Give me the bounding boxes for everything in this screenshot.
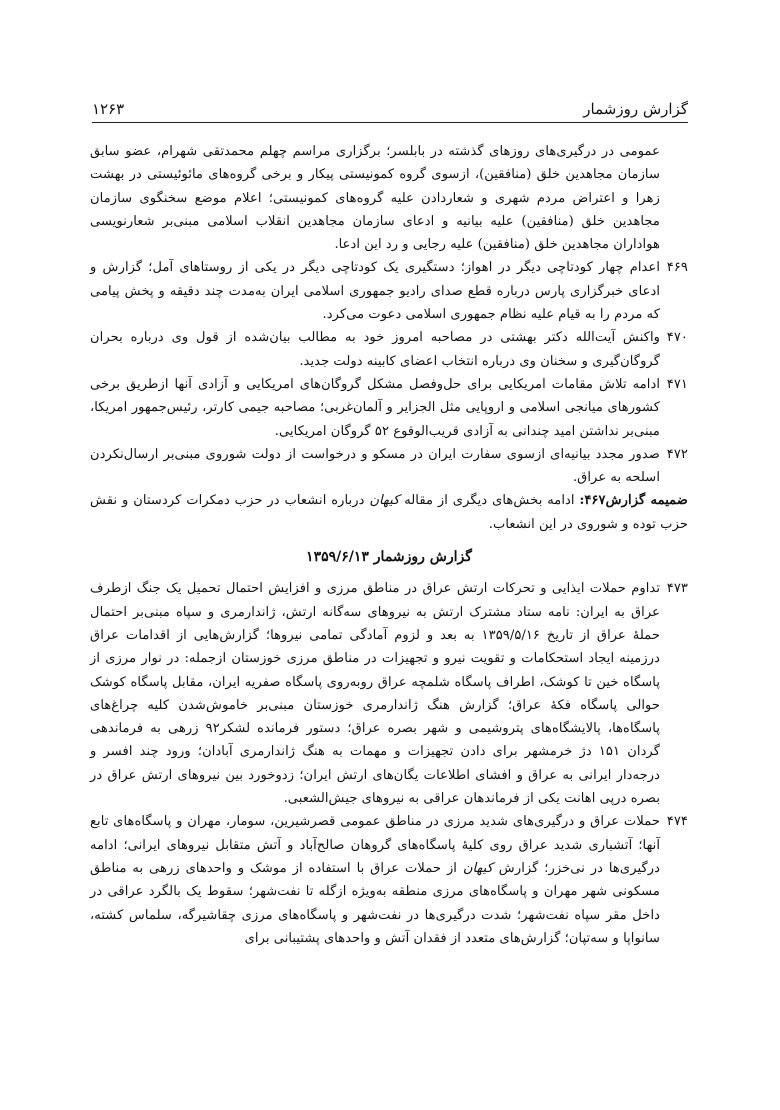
entry-text: اعدام چهار کودتاچی دیگر در اهواز؛ دستگیری یک کودتاچی دیگر در یکی از روستاهای آمل؛ گزارش و ادعای خبرگزاری پارس درباره قطع صدای رادیو جمهوری اسلامی ایران به‌مدت چند دقیقه و پخش پیامی که مردم را به قیام علیه نظام جمهوری اسلامی دعوت می‌کرد. bbox=[90, 260, 660, 323]
appendix-paragraph bbox=[90, 489, 688, 536]
appendix-kayhan: کیهان bbox=[369, 493, 400, 509]
entry-text: ادامه تلاش مقامات امریکایی برای حل‌وفصل مشکل گروگان‌های امریکایی و آزادی آنها ازطریق برخی کشورهای میانجی اسلامی و اروپایی مثل الجزایر و آلمان‌غربی؛ مصاحبه جیمی کارتر، رئیس‌جمهور امریکا، مبنی‌بر نداشتن امید چندانی به آزادی قریب‌الوقوع ۵۲ گروگان امریکایی. bbox=[90, 376, 660, 439]
entry-472 bbox=[90, 443, 688, 490]
appendix-text-before: ادامه بخش‌های دیگری از مقاله bbox=[399, 493, 580, 509]
entry-number: ۴۷۰ bbox=[666, 330, 688, 346]
entry-text-after: از حملات عراق با استفاده از موشک و واحدهای زرهی به مناطق مسکونی شهر مهران و پاسگاه‌های مرزی منطقه به‌ویژه ازگله تا نفت‌شهر؛ سقوط یک بالگرد عراقی در داخل مقر سپاه نفت‌شهر؛ شدت درگیری‌ها در نفت‌شهر و پاسگاه‌های مرزی چقاشیرگه، سلماس کشته، سانواپا و سه‌تپان؛ گزارش‌های متعدد از فقدان آتش و واحدهای پشتیبانی برای bbox=[90, 860, 660, 946]
page-content bbox=[90, 140, 688, 950]
running-title: گزارش روزشمار bbox=[583, 100, 688, 118]
intro-paragraph: عمومی در درگیری‌های روزهای گذشته در بابلسر؛ برگزاری مراسم چهلم محمدتقی شهرام، عضو سابق سازمان مجاهدین خلق (منافقین)، ازسوی گروه کمونیستی پیکار و برخی گروه‌های مائوئیستی در بهشت زهرا و اعتراض مردم شهری و شعاردادن علیه گروه‌های کمونیستی؛ اعلام موضع سخنگوی سازمان مجاهدین خلق (منافقین) علیه بیانیه و ادعای سازمان مجاهدین انقلاب اسلامی مبنی‌بر شعارنویسی هواداران مجاهدین خلق (منافقین) علیه رجایی و رد این ادعا. bbox=[90, 144, 660, 253]
page-number: ۱۲۶۳ bbox=[92, 100, 125, 118]
entry-470 bbox=[90, 326, 688, 373]
page-header bbox=[92, 92, 688, 123]
entry-number: ۴۷۱ bbox=[666, 376, 688, 392]
entry-text bbox=[90, 810, 660, 950]
entry-kayhan: کیهان bbox=[462, 860, 493, 876]
entry-text: تداوم حملات ایذایی و تحرکات ارتش عراق در مناطق مرزی و افزایش احتمال تحمیل یک جنگ ازطرف عراق به ایران: نامه ستاد مشترک ارتش به نیروهای سه‌گانه ارتش، ژاندارمری و سپاه مبنی‌بر احتمال حملهٔ عراق از تاریخ ۱۳۵۹/۵/۱۶ به بعد و لزوم آمادگی تمامی نیروها؛ گزارش‌هایی از اقدامات عراق درزمینه ایجاد استحکامات و تقویت نیرو و تجهیزات در مناطق مرزی خوزستان ازجمله: در نوار مرزی از پاسگاه خین تا کوشک، اطراف پاسگاه شلمچه عراق روبه‌روی پاسگاه صفریه ایران، مقابل پاسگاه کوشک حوالی پاسگاه فکهٔ عراق؛ گزارش هنگ ژاندارمری خوزستان مبنی‌بر خاموش‌شدن کلیه چراغ‌های پاسگاه‌ها، پالایشگاه‌های پتروشیمی و شهر بصره عراق؛ دستور فرمانده لشکر۹۲ زرهی به فرماندهی گردان ۱۵۱ دژ خرمشهر برای دادن تجهیزات و مهمات به هنگ ژاندارمری آبادان؛ ورود چند افسر و درجه‌دار ایرانی به عراق و افشای اطلاعات یگان‌های ارتش ایران؛ زدوخورد بین نیروهای ارتش عراق در بصره درپی اهانت یکی از فرماندهان عراقی به نیروهای جیش‌الشعبی. bbox=[90, 581, 660, 807]
entry-number: ۴۷۲ bbox=[666, 446, 688, 462]
entry-473 bbox=[90, 577, 688, 810]
section-title: گزارش روزشمار ۱۳۵۹/۶/۱۳ bbox=[306, 549, 472, 566]
entry-number: ۴۷۳ bbox=[666, 581, 688, 597]
entry-474 bbox=[90, 810, 688, 950]
entry-469 bbox=[90, 256, 688, 326]
entry-471 bbox=[90, 373, 688, 443]
entry-number: ۴۷۴ bbox=[666, 814, 688, 830]
entry-number: ۴۶۹ bbox=[666, 260, 688, 276]
entry-text: صدور مجدد بیانیه‌ای ازسوی سفارت ایران در مسکو و درخواست از دولت شوروی مبنی‌بر ارسال‌نکردن اسلحه به عراق. bbox=[90, 446, 660, 486]
appendix-text-after: درباره انشعاب در حزب دمکرات کردستان و نقش حزب توده و شوروی در این انشعاب. bbox=[90, 493, 688, 532]
entry-text-before: حملات عراق و درگیری‌های شدید مرزی در مناطق عمومی قصرشیرین، سومار، مهران و پاسگاه‌های تابع آنها؛ آتشباری شدید عراق روی کلیهٔ پاسگاه‌های گروهان صالح‌آباد و آتش متقابل نیروهای ایرانی؛ ادامه درگیری‌ها در نی‌خزر؛ گزارش bbox=[90, 814, 660, 876]
entry-text: واکنش آیت‌الله دکتر بهشتی در مصاحبه امروز خود به مطالب بیان‌شده از قول وی درباره بحران گروگان‌گیری و سخنان وی درباره انتخاب اعضای کابینه دولت جدید. bbox=[90, 330, 660, 369]
appendix-label: ضمیمه گزارش۴۶۷: bbox=[579, 493, 688, 509]
